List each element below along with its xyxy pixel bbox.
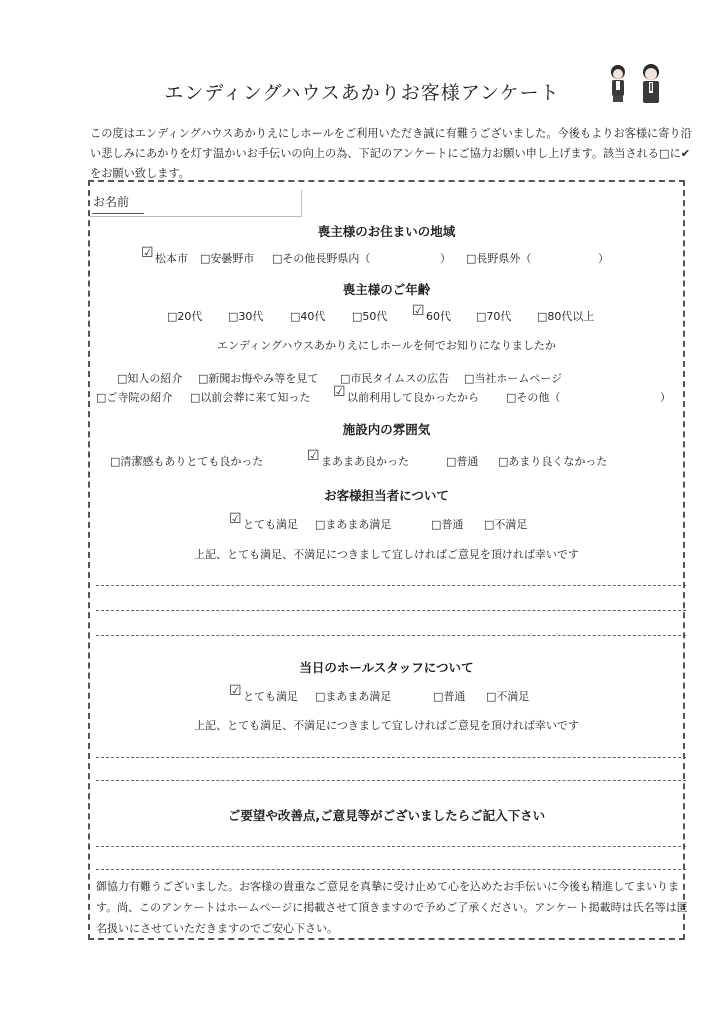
option-not-good[interactable]: □あまり良くなかった xyxy=(498,455,608,468)
option-40s[interactable]: □40代 xyxy=(290,310,326,323)
option-fairly-good[interactable]: まあまあ良かった xyxy=(321,455,409,468)
option-80s-plus[interactable]: □80代以上 xyxy=(537,310,595,323)
option-very-satisfied[interactable]: とても満足 xyxy=(243,518,298,531)
option-used-before[interactable]: 以前利用して良かったから xyxy=(347,391,479,404)
option-other-source-close: ） xyxy=(660,391,671,404)
option-50s[interactable]: □50代 xyxy=(352,310,388,323)
age-heading: 喪主様のご年齢 xyxy=(342,282,431,297)
checked-checkbox-icon[interactable]: ☑ xyxy=(412,303,425,319)
option-normal[interactable]: □普通 xyxy=(446,455,479,468)
option-20s[interactable]: □20代 xyxy=(167,310,203,323)
option-matsumoto[interactable]: 松本市 xyxy=(155,252,188,265)
checked-checkbox-icon[interactable]: ☑ xyxy=(307,448,320,464)
comment-line[interactable] xyxy=(96,757,686,758)
hall-staff-heading: 当日のホールスタッフについて xyxy=(299,660,474,675)
comment-line[interactable] xyxy=(96,846,686,847)
comment-line[interactable] xyxy=(96,869,686,870)
page-title: エンディングハウスあかりお客様アンケート xyxy=(164,82,560,104)
staff-comment-note: 上記、とても満足、不満足につきまして宜しければご意見を頂ければ幸いです xyxy=(194,548,579,561)
option-previous-funeral[interactable]: □以前会葬に来て知った xyxy=(190,391,311,404)
option-other-nagano[interactable]: □その他長野県内（ xyxy=(272,252,371,265)
checked-checkbox-icon[interactable]: ☑ xyxy=(333,384,346,400)
option-fairly-satisfied[interactable]: □まあまあ満足 xyxy=(315,690,392,703)
option-outside-nagano-close: ） xyxy=(598,252,609,265)
name-label: お名前 xyxy=(93,195,130,209)
option-newspaper[interactable]: □新聞お悔やみ等を見て xyxy=(198,372,319,385)
comment-line[interactable] xyxy=(96,585,686,586)
option-other-source[interactable]: □その他（ xyxy=(506,391,561,404)
option-azumino[interactable]: □安曇野市 xyxy=(200,252,255,265)
staff-man-figure xyxy=(643,64,659,103)
option-temple[interactable]: □ご寺院の紹介 xyxy=(96,391,173,404)
intro-text: この度はエンディングハウスあかりえにしホールをご利用いただき誠に有難うございました。今後もよりお客様に寄り沿い悲しみにあかりを灯す温かいお手伝いの向上の為、下記のアンケートにご協力お願い申し上げます。該当される□に✔をお願い致します。 xyxy=(90,127,692,180)
hall-staff-comment-note: 上記、とても満足、不満足につきまして宜しければご意見を頂ければ幸いです xyxy=(194,719,579,732)
option-other-nagano-close: ） xyxy=(440,252,451,265)
option-company-homepage[interactable]: □当社ホームページ xyxy=(464,372,563,385)
checked-checkbox-icon[interactable]: ☑ xyxy=(229,683,242,699)
name-underline xyxy=(92,213,144,214)
option-shimin-times-ad[interactable]: □市民タイムスの広告 xyxy=(340,372,450,385)
option-70s[interactable]: □70代 xyxy=(476,310,512,323)
option-acquaintance[interactable]: □知人の紹介 xyxy=(117,372,183,385)
source-heading: エンディングハウスあかりえにしホールを何でお知りになりましたか xyxy=(217,339,556,352)
checked-checkbox-icon[interactable]: ☑ xyxy=(229,511,242,527)
comment-line[interactable] xyxy=(96,780,686,781)
option-30s[interactable]: □30代 xyxy=(228,310,264,323)
option-normal[interactable]: □普通 xyxy=(433,690,466,703)
atmosphere-heading: 施設内の雰囲気 xyxy=(342,422,431,437)
option-very-satisfied[interactable]: とても満足 xyxy=(243,690,298,703)
option-normal[interactable]: □普通 xyxy=(431,518,464,531)
residence-heading: 喪主様のお住まいの地域 xyxy=(317,224,456,239)
comment-line[interactable] xyxy=(96,610,686,611)
footer-text: 御協力有難うございました。お客様の貴重なご意見を真摯に受け止めて心を込めたお手伝いに今後も精進してまいります。尚、このアンケートはホームページに掲載させて頂きますので予めご了承ください。アンケート掲載時は氏名等は匿名扱いにさせていただきますのでご安心下さい。 xyxy=(96,880,688,935)
option-unsatisfied[interactable]: □不満足 xyxy=(484,518,528,531)
option-outside-nagano[interactable]: □長野県外（ xyxy=(466,252,532,265)
staff-woman-figure xyxy=(611,65,625,102)
option-60s[interactable]: 60代 xyxy=(426,310,451,323)
requests-heading: ご要望や改善点,ご意見等がございましたらご記入下さい xyxy=(227,808,546,823)
option-fairly-satisfied[interactable]: □まあまあ満足 xyxy=(315,518,392,531)
option-unsatisfied[interactable]: □不満足 xyxy=(486,690,530,703)
checked-checkbox-icon[interactable]: ☑ xyxy=(141,245,154,261)
staff-heading: お客様担当者について xyxy=(324,488,449,503)
option-very-good-clean[interactable]: □清潔感もありとても良かった xyxy=(110,455,264,468)
comment-line[interactable] xyxy=(96,635,686,636)
staff-illustration xyxy=(603,62,673,110)
